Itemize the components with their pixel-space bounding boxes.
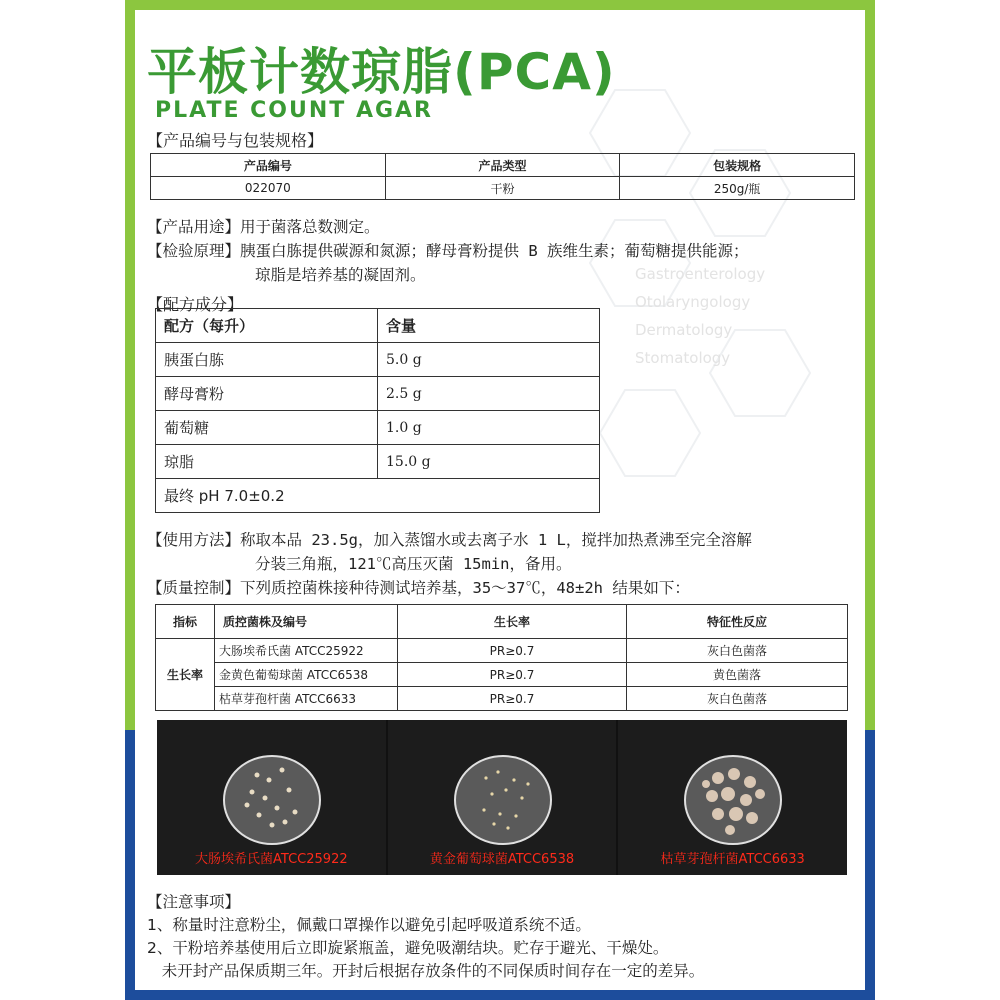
note-item: 未开封产品保质期三年。开封后根据存放条件的不同保质时间存在一定的差异。 xyxy=(147,962,705,980)
petri-dish-photo-bsubtilis xyxy=(618,720,847,875)
ingredient-amount: 1.0 g xyxy=(378,411,600,445)
qc-strain: 金黄色葡萄球菌 ATCC6538 xyxy=(215,663,398,687)
table-header-cell: 质控菌株及编号 xyxy=(215,605,398,639)
usage-text: 用于菌落总数测定。 xyxy=(240,218,380,236)
table-header-cell: 包装规格 xyxy=(620,154,855,177)
photo-caption: 大肠埃希氏菌ATCC25922 xyxy=(195,852,348,867)
method-line-2 xyxy=(255,553,572,575)
qc-reaction: 黄色菌落 xyxy=(627,663,848,687)
principle-line xyxy=(147,240,749,262)
qc-rate: PR≥0.7 xyxy=(398,639,627,663)
table-header-cell: 生长率 xyxy=(398,605,627,639)
table-header-cell: 产品类型 xyxy=(385,154,620,177)
page-title: 平板计数琼脂(PCA) xyxy=(147,43,616,101)
table-header-cell: 产品编号 xyxy=(151,154,386,177)
table-row xyxy=(156,479,600,513)
table-row xyxy=(156,663,848,687)
notes-label: 【注意事项】 xyxy=(147,893,241,911)
table-row xyxy=(156,687,848,711)
background-word: Gastroenterology xyxy=(635,265,766,283)
note-item: 1、称量时注意粉尘，佩戴口罩操作以避免引起呼吸道系统不适。 xyxy=(147,916,591,934)
method-text-2: 分装三角瓶，121℃高压灭菌 15min，备用。 xyxy=(255,555,572,573)
principle-text-2: 琼脂是培养基的凝固剂。 xyxy=(255,266,426,284)
qc-text: 下列质控菌株接种待测试培养基，35～37℃，48±2h 结果如下： xyxy=(240,579,690,597)
method-line xyxy=(147,529,752,551)
table-header-cell: 含量 xyxy=(378,309,600,343)
qc-rate: PR≥0.7 xyxy=(398,663,627,687)
petri-dish-photo-saureus xyxy=(388,720,619,875)
table-row xyxy=(156,639,848,663)
ingredient-name: 酵母膏粉 xyxy=(156,377,378,411)
ingredient-amount: 2.5 g xyxy=(378,377,600,411)
page-subtitle: PLATE COUNT AGAR xyxy=(155,98,433,123)
photo-caption: 枯草芽孢杆菌ATCC6633 xyxy=(660,852,805,867)
qc-strain: 大肠埃希氏菌 ATCC25922 xyxy=(215,639,398,663)
package-spec: 250g/瓶 xyxy=(620,177,855,200)
qc-rate: PR≥0.7 xyxy=(398,687,627,711)
qc-line xyxy=(147,577,690,599)
product-type: 干粉 xyxy=(385,177,620,200)
table-header-row xyxy=(156,309,600,343)
table-row xyxy=(151,177,855,200)
usage-label: 【产品用途】 xyxy=(147,218,241,236)
table-row xyxy=(156,445,600,479)
principle-text-1: 胰蛋白胨提供碳源和氮源；酵母膏粉提供 B 族维生素；葡萄糖提供能源； xyxy=(240,242,749,260)
petri-dish-photos xyxy=(157,720,847,875)
photo-caption: 黄金葡萄球菌ATCC6538 xyxy=(429,852,575,867)
table-header-cell: 配方（每升） xyxy=(156,309,378,343)
ingredient-name: 琼脂 xyxy=(156,445,378,479)
table-row xyxy=(156,343,600,377)
background-word: Dermatology xyxy=(635,321,733,339)
table-header-row xyxy=(151,154,855,177)
background-word: Stomatology xyxy=(635,349,731,367)
ingredient-name: 葡萄糖 xyxy=(156,411,378,445)
final-ph: 最终 pH 7.0±0.2 xyxy=(156,479,600,513)
product-code: 022070 xyxy=(151,177,386,200)
product-spec-table xyxy=(150,153,855,200)
method-text-1: 称取本品 23.5g，加入蒸馏水或去离子水 1 L，搅拌加热煮沸至完全溶解 xyxy=(240,531,752,549)
qc-group-label: 生长率 xyxy=(156,639,215,711)
qc-label: 【质量控制】 xyxy=(147,579,241,597)
principle-line-2 xyxy=(255,264,426,286)
table-header-cell: 特征性反应 xyxy=(627,605,848,639)
qc-table xyxy=(155,604,848,711)
formula-table xyxy=(155,308,600,513)
product-sheet xyxy=(135,10,865,990)
background-word: Otolaryngology xyxy=(635,293,751,311)
method-label: 【使用方法】 xyxy=(147,531,241,549)
table-row xyxy=(156,411,600,445)
principle-label: 【检验原理】 xyxy=(147,242,241,260)
table-header-cell: 指标 xyxy=(156,605,215,639)
qc-strain: 枯草芽孢杆菌 ATCC6633 xyxy=(215,687,398,711)
table-row xyxy=(156,377,600,411)
ingredient-name: 胰蛋白胨 xyxy=(156,343,378,377)
ingredient-amount: 15.0 g xyxy=(378,445,600,479)
qc-reaction: 灰白色菌落 xyxy=(627,639,848,663)
formula-section-label: 【配方成分】 xyxy=(147,295,244,314)
usage-line xyxy=(147,216,380,238)
product-section-label: 【产品编号与包装规格】 xyxy=(147,131,324,150)
qc-reaction: 灰白色菌落 xyxy=(627,687,848,711)
table-header-row xyxy=(156,605,848,639)
note-item: 2、干粉培养基使用后立即旋紧瓶盖，避免吸潮结块。贮存于避光、干燥处。 xyxy=(147,939,669,957)
petri-dish-photo-ecoli xyxy=(157,720,388,875)
ingredient-amount: 5.0 g xyxy=(378,343,600,377)
